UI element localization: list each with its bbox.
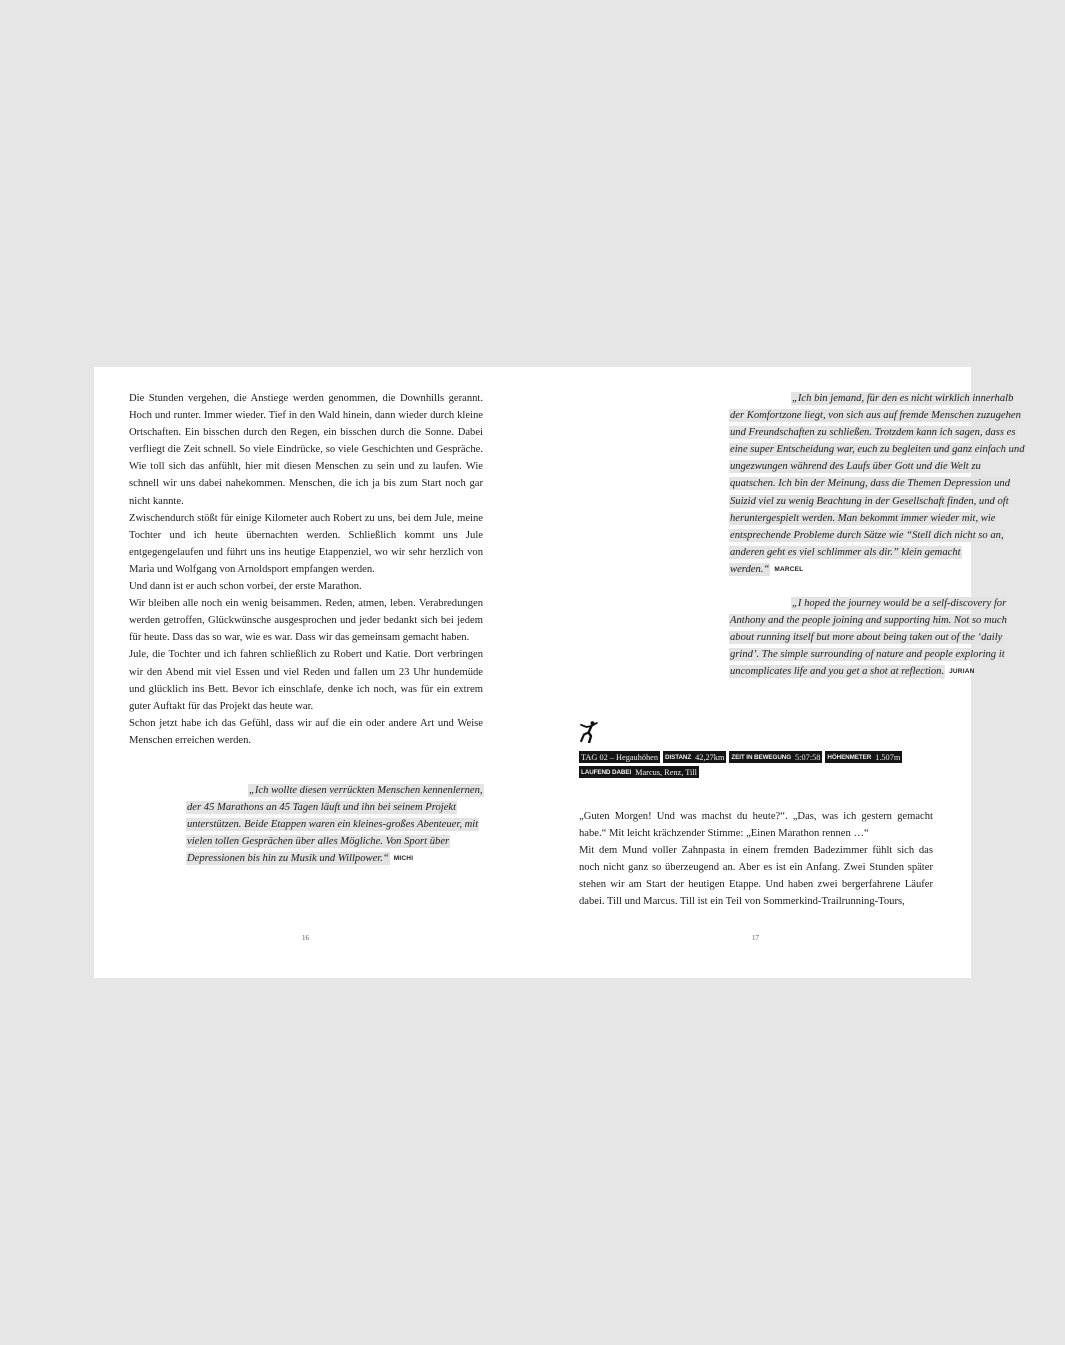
- page-number: 17: [752, 934, 759, 942]
- right-body-text: [579, 808, 933, 911]
- quote-text: „I hoped the journey would be a self-discovery for Anthony and the people joining and supporting him. Not so much about running itself but more about being taken out of the ‘daily grind’. The simple surrounding of nature and people exploring it uncomplicates life and you get a shot at reflection.: [730, 598, 1007, 678]
- moving-time-label: ZEIT IN BEWEGUNG: [731, 753, 792, 761]
- quote-marcel: [729, 390, 1029, 578]
- page-number: 16: [302, 934, 309, 942]
- paragraph: „Guten Morgen! Und was machst du heute?“. „Das, was ich gestern gemacht habe.“ Mit leicht krächzender Stimme: „Einen Marathon rennen …“: [579, 811, 933, 840]
- quote-author: MARCEL: [774, 565, 804, 573]
- moving-time-value: 5:07:58: [795, 752, 821, 762]
- distance-badge: [663, 751, 726, 763]
- elevation-value: 1.507m: [875, 752, 901, 762]
- paragraph: Jule, die Tochter und ich fahren schließlich zu Robert und Katie. Dort verbringen wir den Abend mit viel Essen und viel Reden und fallen um 23 Uhr hundemüde und glücklich ins Bett. Bevor ich einschlafe, denke ich noch, was für ein extrem guter Auftakt für das Projekt das heute war.: [129, 649, 483, 712]
- book-spread: [94, 367, 1025, 978]
- elevation-badge: [825, 751, 902, 763]
- stage-label: TAG 02 – Hegauhöhen: [581, 752, 658, 762]
- quote-text: „Ich wollte diesen verrückten Menschen kennenlernen, der 45 Marathons an 45 Tagen läuft und ihn bei seinem Projekt unterstützen. Beide Etappen waren ein kleines-großes Abenteuer, mit vielen tollen Gesprächen über alles Mögliche. Von Sport über Depressionen bis hin zu Musik und Willpower.“: [187, 785, 483, 865]
- runners-badge: [579, 766, 699, 778]
- elevation-label: HÖHENMETER: [827, 753, 872, 761]
- quote-author: MICHI: [393, 855, 414, 863]
- moving-time-badge: [729, 751, 822, 763]
- stage-stats: [579, 751, 959, 781]
- quote-author: JURIAN: [949, 668, 975, 676]
- stage-badge: [579, 751, 660, 763]
- paragraph: Die Stunden vergehen, die Anstiege werden genommen, die Downhills gerannt. Hoch und runter. Immer wieder. Tief in den Wald hinein, dann wieder durch kleine Ortschaften. Ein bisschen durch den Regen, ein bisschen durch die Sonne. Dabei verfliegt die Zeit schnell. So viele Eindrücke, so viele Geschichten und Gespräche. Wie toll sich das anfühlt, hier mit diesen Menschen zu sein und zu laufen. Wie schnell wir uns dabei nahekommen. Menschen, die ich ja bis zum Start noch gar nicht kannte.: [129, 393, 483, 507]
- distance-value: 42,27km: [695, 752, 725, 762]
- paragraph: Schon jetzt habe ich das Gefühl, dass wir auf die ein oder andere Art und Weise Menschen erreichen werden.: [129, 717, 483, 746]
- quote-michi: [186, 782, 486, 867]
- runners-value: Marcus, Renz, Till: [635, 767, 697, 777]
- left-body-text: [129, 390, 483, 749]
- runner-icon: [580, 721, 598, 743]
- quote-text: „Ich bin jemand, für den es nicht wirklich innerhalb der Komfortzone liegt, von sich aus auf fremde Menschen zuzugehen und Freundschaften zu schließen. Trotzdem kann ich sagen, dass es eine super Entscheidung war, euch zu begleiten und ganz einfach und ungezwungen während des Laufs über Gott und die Welt zu quatschen. Ich bin der Meinung, dass die Themen Depression und Suizid viel zu wenig Beachtung in der Gesellschaft finden, und oft heruntergespielt werden. Man bekommt immer wieder mit, wie entsprechende Probleme durch Sätze wie “Stell dich nicht so an, anderen geht es viel schlimmer als dir.” klein gemacht werden.“: [730, 393, 1025, 575]
- left-page: [94, 367, 532, 978]
- runners-label: LAUFEND DABEI: [581, 768, 632, 776]
- paragraph: Mit dem Mund voller Zahnpasta in einem fremden Badezimmer fühlt sich das noch nicht ganz so überzeugend an. Aber es ist ein Anfang. Zwei Stunden später stehen wir am Start der heutigen Etappe. Und haben zwei bergerfahrene Läufer dabei. Till und Marcus. Till ist ein Teil von Sommerkind-Trailrunning-Tours,: [579, 845, 933, 908]
- paragraph: Wir bleiben alle noch ein wenig beisammen. Reden, atmen, leben. Verabredungen werden getroffen, Glückwünsche ausgesprochen und jeder bedankt sich bei jedem für heute. Dass das so war, wie es war. Dass wir das gemeinsam gemacht haben.: [129, 598, 483, 644]
- paragraph: Und dann ist er auch schon vorbei, der erste Marathon.: [129, 581, 362, 593]
- distance-label: DISTANZ: [665, 753, 692, 761]
- paragraph: Zwischendurch stößt für einige Kilometer auch Robert zu uns, bei dem Jule, meine Tochter und ich heute übernachten werden. Schließlich kommt uns Jule entgegengelaufen und führt uns ins heutige Etappenziel, wo wir sehr herzlich von Maria und Wolfgang von Arnoldsport empfangen werden.: [129, 512, 483, 575]
- right-page: [532, 367, 1025, 978]
- quote-jurian: [729, 595, 1029, 680]
